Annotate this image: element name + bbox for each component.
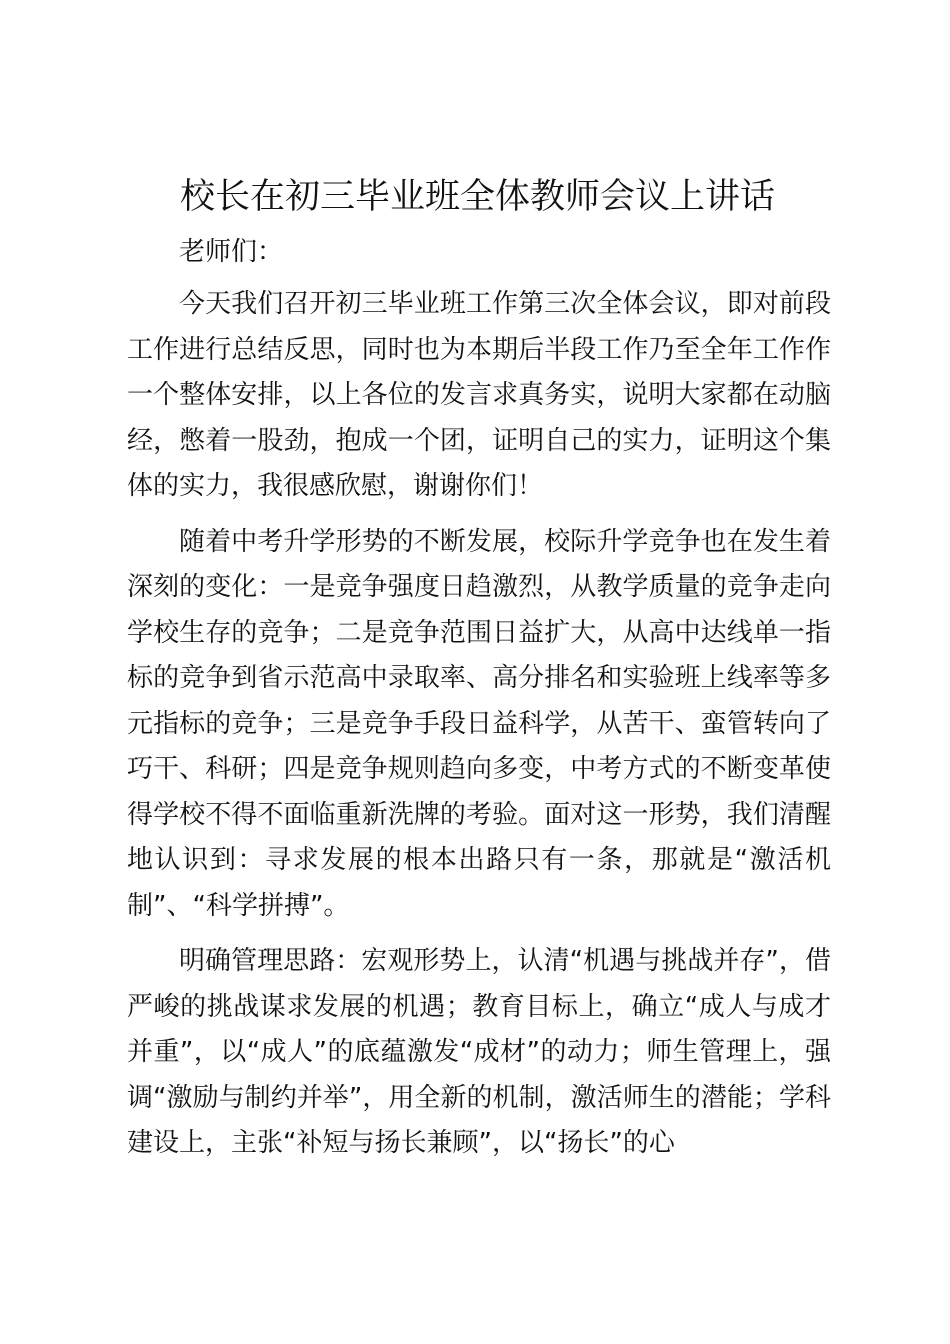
- document-title: 校长在初三毕业班全体教师会议上讲话: [180, 177, 776, 217]
- paragraph-2: 随着中考升学形势的不断发展，校际升学竞争也在发生着深刻的变化：一是竞争强度日趋激烈，从教学质量的竞争走向学校生存的竞争；二是竞争范围日益扩大，从高中达线单一指标的竞争到省示范高中录取率、高分排名和实验班上线率等多元指标的竞争；三是竞争手段日益科学，从苦干、蛮管转向了巧干、科研；四是竞争规则趋向多变，中考方式的不断变革使得学校不得不面临重新洗牌的考验。面对这一形势，我们清醒地认识到：寻求发展的根本出路只有一条，那就是“激活机制”、“科学拼搏”。: [127, 526, 831, 921]
- paragraph-3: 明确管理思路：宏观形势上，认清“机遇与挑战并存”，借严峻的挑战谋求发展的机遇；教育目标上，确立“成人与成才并重”，以“成人”的底蕴激发“成材”的动力；师生管理上，强调“激励与制约并举”，用全新的机制，激活师生的潜能；学科建设上，主张“补短与扬长兼顾”，以“扬长”的心: [127, 946, 831, 1158]
- paragraph-1: 今天我们召开初三毕业班工作第三次全体会议，即对前段工作进行总结反思，同时也为本期后半段工作乃至全年工作作一个整体安排，以上各位的发言求真务实，说明大家都在动脑经，憋着一股劲，抱成一个团，证明自己的实力，证明这个集体的实力，我很感欣慰，谢谢你们！: [127, 289, 831, 501]
- document-body: [127, 172, 831, 1177]
- greeting-line: 老师们：: [179, 237, 284, 267]
